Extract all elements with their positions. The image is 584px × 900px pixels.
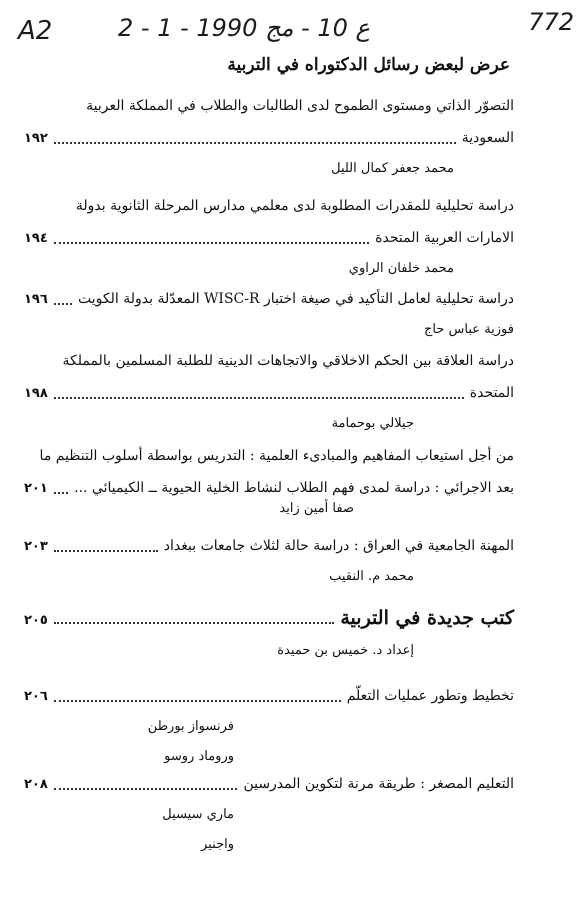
dot-leader <box>54 303 72 305</box>
dot-leader <box>54 242 369 244</box>
page-number: ٢٠١ <box>24 481 48 496</box>
toc-entry <box>24 768 514 860</box>
toc-entry <box>24 345 514 439</box>
entry-title-line-with-page: التعليم المصغر : طريقة مرنة لتكوين المدرسين ٢٠٨ <box>30 768 514 800</box>
page-number: ١٩٤ <box>24 231 48 246</box>
dot-leader <box>54 492 68 494</box>
page-number: ١٩٦ <box>24 292 48 307</box>
entry-author: فوزية عباس حاج <box>424 322 514 337</box>
section-title-line <box>24 600 514 636</box>
entry-title-line-with-page: السعودية ١٩٢ <box>30 122 514 154</box>
toc-entry <box>24 90 514 184</box>
entry-author: صفا أمين زايد <box>279 501 354 516</box>
dot-leader <box>54 142 456 144</box>
entry-title-line-with-page: بعد الاجرائي : دراسة لمدى فهم الطلاب لنشاط الخلية الحيوية ــ الكيميائي ... ٢٠١ <box>30 472 514 504</box>
page-number: ٢٠٣ <box>24 539 48 554</box>
toc-entry <box>24 190 514 284</box>
entry-title-line: دراسة تحليلية للمقدرات المطلوبة لدى معلمي مدارس المرحلة الثانوية بدولة <box>75 198 514 214</box>
dot-leader <box>54 550 158 552</box>
dot-leader <box>54 397 464 399</box>
entry-title-line-with-page: الامارات العربية المتحدة ١٩٤ <box>30 222 514 254</box>
section-title-new-books: كتب جديدة في التربية <box>340 607 514 629</box>
entry-title-line-with-page: دراسة تحليلية لعامل التأكيد في صيغة اختبار WISC-R المعدّلة بدولة الكويت ١٩٦ <box>30 283 514 315</box>
entry-author: محمد م. النقيب <box>329 569 414 584</box>
page-number: ٢٠٥ <box>24 613 48 628</box>
dot-leader <box>54 788 238 790</box>
toc-section-entry <box>24 600 514 666</box>
entry-title-line: دراسة العلاقة بين الحكم الاخلاقي والاتجاهات الدينية للطلبة المسلمين بالمملكة <box>62 353 514 369</box>
handwritten-note-left: A2 <box>18 16 53 46</box>
entry-author: وروماد روسو <box>164 749 234 764</box>
page-number: ٢٠٨ <box>24 777 48 792</box>
page-number: ٢٠٦ <box>24 689 48 704</box>
entry-title-line-with-page: المتحدة ١٩٨ <box>30 377 514 409</box>
handwritten-page-number: 772 <box>528 8 574 36</box>
entry-title-line: من أجل استيعاب المفاهيم والمبادىء العلمية : التدريس بواسطة أسلوب التنظيم ما <box>39 448 514 464</box>
entry-title-line-with-page: المهنة الجامعية في العراق : دراسة حالة لثلاث جامعات ببغداد ٢٠٣ <box>30 530 514 562</box>
entry-title-line: التصوّر الذاتي ومستوى الطموح لدى الطالبات والطلاب في المملكة العربية <box>86 98 514 114</box>
entry-author: ماري سيسيل <box>162 807 234 822</box>
toc-entry <box>24 283 514 345</box>
entry-author: واجنير <box>201 837 234 852</box>
entry-author: محمد جعفر كمال الليل <box>331 161 454 176</box>
entry-title-line-with-page: تخطيط وتطور عمليات التعلّم ٢٠٦ <box>30 680 514 712</box>
toc-entry <box>24 680 514 772</box>
page-number: ١٩٨ <box>24 386 48 401</box>
toc-entry <box>24 440 514 524</box>
entry-author: جيلالي بوحمامة <box>331 416 414 431</box>
dot-leader <box>54 622 335 624</box>
section-title-dissertations: عرض لبعض رسائل الدكتوراه في التربية <box>227 55 510 75</box>
entry-author: محمد خلفان الراوي <box>348 261 454 276</box>
section-editor: إعداد د. خميس بن حميدة <box>277 643 414 658</box>
entry-author: فرنسواز بورطن <box>147 719 234 734</box>
toc-entry <box>24 530 514 592</box>
handwritten-issue-note: 2 - 1 - ع 10 - مج 1990 <box>118 14 370 42</box>
dot-leader <box>54 700 341 702</box>
page-number: ١٩٢ <box>24 131 48 146</box>
